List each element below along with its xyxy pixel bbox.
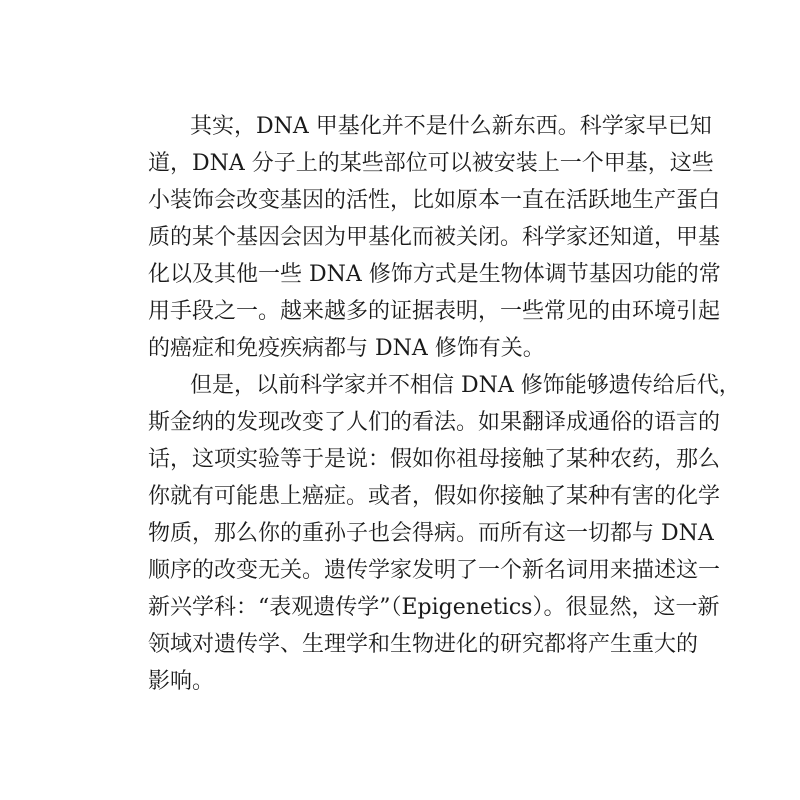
text-line: 用手段之一。越来越多的证据表明，一些常见的由环境引起 xyxy=(148,299,721,324)
text-line: 斯金纳的发现改变了人们的看法。如果翻译成通俗的语言的 xyxy=(148,410,721,435)
text-line: 新兴学科：“表观遗传学”（Epigenetics）。很显然，这一新 xyxy=(148,595,720,620)
text-line: 话，这项实验等于是说：假如你祖母接触了某种农药，那么 xyxy=(148,447,721,472)
text-line: 领域对遗传学、生理学和生物进化的研究都将产生重大的 xyxy=(148,632,699,657)
text-line: 影响。 xyxy=(148,669,215,694)
text-line: 你就有可能患上癌症。或者，假如你接触了某种有害的化学 xyxy=(148,484,721,509)
text-line: 质的某个基因会因为甲基化而被关闭。科学家还知道，甲基 xyxy=(148,225,721,250)
text-line: 的癌症和免疫疾病都与 DNA 修饰有关。 xyxy=(148,336,545,361)
text-line: 其实，DNA 甲基化并不是什么新东西。科学家早已知 xyxy=(190,114,712,139)
text-line: 化以及其他一些 DNA 修饰方式是生物体调节基因功能的常 xyxy=(148,262,721,287)
text-line: 小装饰会改变基因的活性，比如原本一直在活跃地生产蛋白 xyxy=(148,188,721,213)
text-line: 物质，那么你的重孙子也会得病。而所有这一切都与 DNA xyxy=(148,521,714,546)
text-line: 但是，以前科学家并不相信 DNA 修饰能够遗传给后代， xyxy=(190,373,741,398)
text-line: 顺序的改变无关。遗传学家发明了一个新名词用来描述这一 xyxy=(148,558,721,583)
text-line: 道，DNA 分子上的某些部位可以被安装上一个甲基，这些 xyxy=(148,151,714,176)
